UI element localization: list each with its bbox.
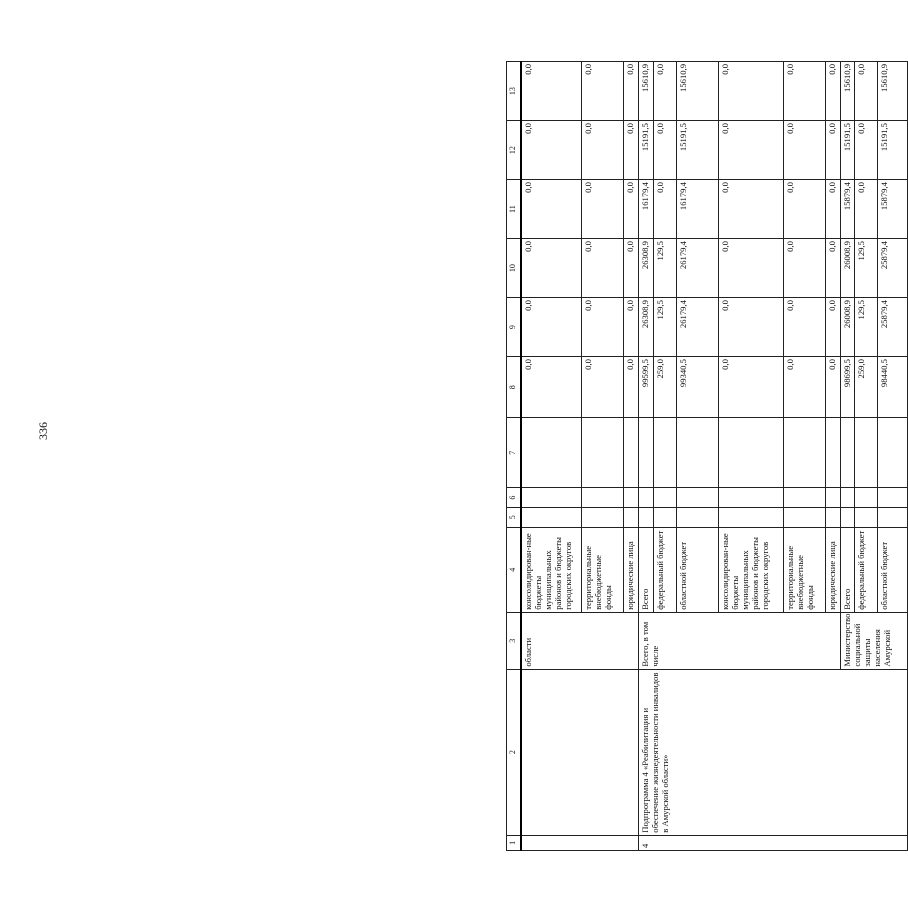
header-cell-12: 12 (507, 121, 521, 180)
cell-col6 (676, 488, 718, 508)
value-v13: 15610,9 (638, 62, 653, 121)
header-row (507, 62, 521, 851)
value-v12: 15191,5 (840, 121, 855, 180)
value-v12: 0,0 (653, 121, 676, 180)
header-cell-2: 2 (507, 669, 521, 835)
cell-source: консолидирован-ные бюджеты муниципальных районов и бюджеты городских округов (718, 527, 783, 612)
cell-source: юридические лица (624, 527, 639, 612)
cell-source: Всего (840, 527, 855, 612)
cell-col7 (718, 418, 783, 488)
value-v10: 25879,4 (878, 239, 908, 298)
header-cell-9: 9 (507, 298, 521, 357)
value-v9: 25879,4 (878, 298, 908, 357)
value-v13: 0,0 (855, 62, 878, 121)
header-cell-7: 7 (507, 418, 521, 488)
value-v11: 15879,4 (840, 180, 855, 239)
header-cell-3: 3 (507, 612, 521, 669)
value-v8: 259,0 (855, 357, 878, 418)
cell-col7 (638, 418, 653, 488)
value-v13: 15610,9 (878, 62, 908, 121)
value-v8: 0,0 (825, 357, 840, 418)
value-v10: 0,0 (521, 239, 582, 298)
value-v8: 98440,5 (878, 357, 908, 418)
value-v9: 129,5 (653, 298, 676, 357)
value-v9: 0,0 (825, 298, 840, 357)
cell-col7 (521, 418, 582, 488)
cell-col7 (783, 418, 825, 488)
value-v9: 0,0 (624, 298, 639, 357)
cell-col6 (825, 488, 840, 508)
value-v10: 0,0 (825, 239, 840, 298)
cell-source: юридические лица (825, 527, 840, 612)
cell-col6 (624, 488, 639, 508)
rotated-table-sheet (506, 61, 908, 851)
cell-col6 (718, 488, 783, 508)
cell-name (521, 669, 639, 835)
cell-col5 (653, 507, 676, 527)
cell-col6 (878, 488, 908, 508)
value-v10: 0,0 (582, 239, 624, 298)
header-cell-6: 6 (507, 488, 521, 508)
value-v11: 0,0 (582, 180, 624, 239)
cell-col5 (840, 507, 855, 527)
value-v8: 0,0 (582, 357, 624, 418)
value-v9: 26308,9 (638, 298, 653, 357)
header-cell-5: 5 (507, 507, 521, 527)
value-v11: 0,0 (718, 180, 783, 239)
cell-col7 (825, 418, 840, 488)
value-v9: 26179,4 (676, 298, 718, 357)
page-number: 336 (36, 422, 50, 440)
value-v10: 0,0 (718, 239, 783, 298)
value-v10: 26179,4 (676, 239, 718, 298)
value-v13: 0,0 (624, 62, 639, 121)
cell-responsible: Министерство социальной защиты населения Амурской (840, 612, 907, 669)
cell-col7 (840, 418, 855, 488)
cell-num (521, 835, 639, 850)
value-v9: 0,0 (718, 298, 783, 357)
header-cell-13: 13 (507, 62, 521, 121)
value-v11: 0,0 (855, 180, 878, 239)
value-v13: 0,0 (653, 62, 676, 121)
cell-col6 (783, 488, 825, 508)
value-v12: 0,0 (718, 121, 783, 180)
cell-col6 (653, 488, 676, 508)
cell-col7 (624, 418, 639, 488)
value-v13: 15610,9 (840, 62, 855, 121)
cell-col5 (718, 507, 783, 527)
cell-col6 (521, 488, 582, 508)
cell-num: 4 (638, 835, 907, 850)
value-v12: 0,0 (855, 121, 878, 180)
cell-responsible: Всего, в том числе (638, 612, 840, 669)
value-v8: 98699,5 (840, 357, 855, 418)
cell-col6 (582, 488, 624, 508)
cell-source: Всего (638, 527, 653, 612)
value-v12: 0,0 (521, 121, 582, 180)
value-v13: 15610,9 (676, 62, 718, 121)
value-v13: 0,0 (825, 62, 840, 121)
cell-col5 (638, 507, 653, 527)
cell-col5 (855, 507, 878, 527)
table-row (521, 62, 582, 851)
cell-source: консолидирован-ные бюджеты муниципальных районов и бюджеты городских округов (521, 527, 582, 612)
cell-col5 (624, 507, 639, 527)
value-v10: 0,0 (624, 239, 639, 298)
cell-source: территориальные внебюджетные фонды (783, 527, 825, 612)
value-v8: 0,0 (783, 357, 825, 418)
value-v12: 0,0 (624, 121, 639, 180)
value-v9: 0,0 (783, 298, 825, 357)
cell-source: областной бюджет (878, 527, 908, 612)
value-v8: 99599,5 (638, 357, 653, 418)
value-v11: 0,0 (825, 180, 840, 239)
value-v11: 15879,4 (878, 180, 908, 239)
cell-col5 (582, 507, 624, 527)
cell-name: Подпрограмма 4 «Реабилитация и обеспечение жизнедеятельности инвалидов в Амурской области» (638, 669, 907, 835)
cell-col5 (783, 507, 825, 527)
value-v9: 0,0 (521, 298, 582, 357)
value-v12: 15191,5 (638, 121, 653, 180)
table-row (638, 62, 653, 851)
value-v11: 0,0 (783, 180, 825, 239)
value-v13: 0,0 (783, 62, 825, 121)
cell-col5 (878, 507, 908, 527)
cell-col7 (653, 418, 676, 488)
value-v12: 0,0 (825, 121, 840, 180)
cell-col5 (825, 507, 840, 527)
value-v12: 0,0 (582, 121, 624, 180)
value-v11: 16179,4 (638, 180, 653, 239)
header-cell-4: 4 (507, 527, 521, 612)
value-v9: 129,5 (855, 298, 878, 357)
header-cell-1: 1 (507, 835, 521, 850)
cell-col6 (840, 488, 855, 508)
value-v8: 259,0 (653, 357, 676, 418)
cell-col6 (855, 488, 878, 508)
funding-table (506, 61, 908, 851)
value-v11: 0,0 (653, 180, 676, 239)
value-v13: 0,0 (718, 62, 783, 121)
cell-col7 (855, 418, 878, 488)
value-v10: 129,5 (855, 239, 878, 298)
value-v12: 0,0 (783, 121, 825, 180)
cell-source: территориальные внебюджетные фонды (582, 527, 624, 612)
cell-col5 (521, 507, 582, 527)
value-v8: 0,0 (624, 357, 639, 418)
value-v11: 0,0 (521, 180, 582, 239)
cell-source: федеральный бюджет (653, 527, 676, 612)
value-v11: 16179,4 (676, 180, 718, 239)
value-v11: 0,0 (624, 180, 639, 239)
value-v9: 0,0 (582, 298, 624, 357)
value-v10: 26308,9 (638, 239, 653, 298)
header-cell-10: 10 (507, 239, 521, 298)
cell-col7 (878, 418, 908, 488)
value-v12: 15191,5 (676, 121, 718, 180)
header-cell-8: 8 (507, 357, 521, 418)
value-v10: 26008,9 (840, 239, 855, 298)
value-v8: 0,0 (718, 357, 783, 418)
cell-col7 (676, 418, 718, 488)
cell-source: областной бюджет (676, 527, 718, 612)
cell-source: федеральный бюджет (855, 527, 878, 612)
value-v8: 99340,5 (676, 357, 718, 418)
value-v9: 26008,9 (840, 298, 855, 357)
value-v13: 0,0 (582, 62, 624, 121)
cell-col5 (676, 507, 718, 527)
cell-col6 (638, 488, 653, 508)
cell-col7 (582, 418, 624, 488)
value-v13: 0,0 (521, 62, 582, 121)
value-v10: 0,0 (783, 239, 825, 298)
cell-responsible: области (521, 612, 639, 669)
value-v12: 15191,5 (878, 121, 908, 180)
header-cell-11: 11 (507, 180, 521, 239)
value-v10: 129,5 (653, 239, 676, 298)
value-v8: 0,0 (521, 357, 582, 418)
